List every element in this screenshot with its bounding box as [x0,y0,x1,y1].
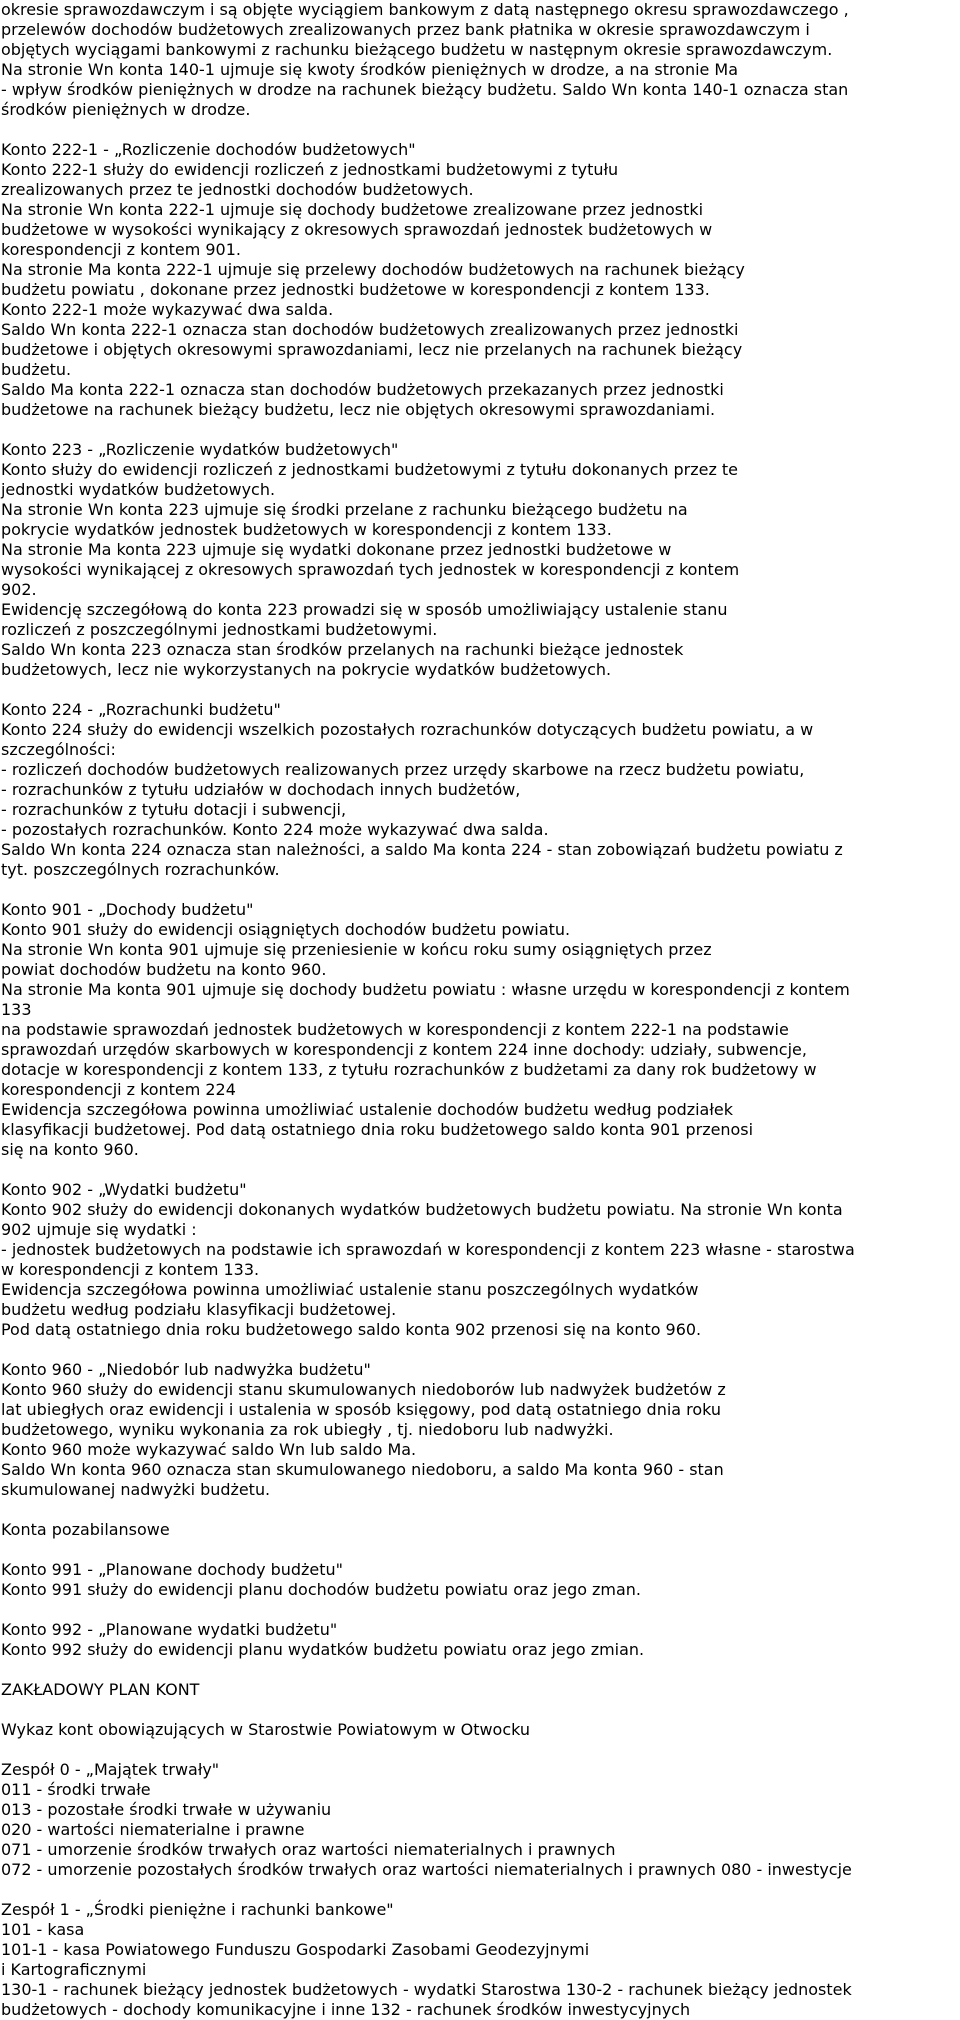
text-line: 130-1 - rachunek bieżący jednostek budżetowych - wydatki Starostwa 130-2 - rachunek bieżący jednostek [1,1980,852,1999]
text-line: Wykaz kont obowiązujących w Starostwie Powiatowym w Otwocku [1,1720,530,1739]
text-line: ZAKŁADOWY PLAN KONT [1,1680,200,1699]
text-line: Na stronie Ma konta 901 ujmuje się dochody budżetu powiatu : własne urzędu w korespondencji z kontem [1,980,850,999]
text-line: dotacje w korespondencji z kontem 133, z tytułu rozrachunków z budżetami za dany rok budżetowy w [1,1060,817,1079]
text-line: 101-1 - kasa Powiatowego Funduszu Gospodarki Zasobami Geodezyjnymi [1,1940,590,1959]
blank-line [1,420,960,440]
text-line: na podstawie sprawozdań jednostek budżetowych w korespondencji z kontem 222-1 na podstawie [1,1020,789,1039]
text-line: Konto 960 może wykazywać saldo Wn lub saldo Ma. [1,1440,417,1459]
text-line: Na stronie Ma konta 223 ujmuje się wydatki dokonane przez jednostki budżetowe w [1,540,672,559]
text-line: Konto 222-1 może wykazywać dwa salda. [1,300,334,319]
blank-line [1,1740,960,1760]
text-line: Konto 960 służy do ewidencji stanu skumulowanych niedoborów lub nadwyżek budżetów z [1,1380,726,1399]
text-line: 902 ujmuje się wydatki : [1,1220,197,1239]
text-line: Konto 222-1 - „Rozliczenie dochodów budżetowych" [1,140,416,159]
text-line: sprawozdań urzędów skarbowych w korespondencji z kontem 224 inne dochody: udziały, subwencje, [1,1040,807,1059]
text-line: Na stronie Wn konta 222-1 ujmuje się dochody budżetowe zrealizowane przez jednostki [1,200,704,219]
text-line: - rozrachunków z tytułu dotacji i subwencji, [1,800,347,819]
text-line: Konto 901 - „Dochody budżetu" [1,900,254,919]
text-line: - rozliczeń dochodów budżetowych realizowanych przez urzędy skarbowe na rzecz budżetu powiatu, [1,760,805,779]
text-line: budżetowych, lecz nie wykorzystanych na pokrycie wydatków budżetowych. [1,660,612,679]
text-line: powiat dochodów budżetu na konto 960. [1,960,327,979]
text-line: i Kartograficznymi [1,1960,147,1979]
text-line: Konto 992 - „Planowane wydatki budżetu" [1,1620,338,1639]
text-line: budżetowe w wysokości wynikający z okresowych sprawozdań jednostek budżetowych w [1,220,713,239]
text-line: okresie sprawozdawczym i są objęte wyciągiem bankowym z datą następnego okresu sprawozdawczego , [1,0,849,19]
text-line: tyt. poszczególnych rozrachunków. [1,860,280,879]
text-line: Konto 901 służy do ewidencji osiągniętych dochodów budżetu powiatu. [1,920,571,939]
text-line: 133 [1,1000,32,1019]
text-line: Saldo Wn konta 222-1 oznacza stan dochodów budżetowych zrealizowanych przez jednostki [1,320,739,339]
text-line: się na konto 960. [1,1140,139,1159]
text-line: Konto 960 - „Niedobór lub nadwyżka budżetu" [1,1360,371,1379]
text-line: budżetu powiatu , dokonane przez jednostki budżetowe w korespondencji z kontem 133. [1,280,710,299]
blank-line [1,1660,960,1680]
text-line: środków pieniężnych w drodze. [1,100,251,119]
text-line: korespondencji z kontem 901. [1,240,241,259]
blank-line [1,880,960,900]
text-line: 020 - wartości niematerialne i prawne [1,1820,305,1839]
blank-line [1,1340,960,1360]
blank-line [1,120,960,140]
blank-line [1,1700,960,1720]
text-line: pokrycie wydatków jednostek budżetowych w korespondencji z kontem 133. [1,520,612,539]
text-line: Ewidencję szczegółową do konta 223 prowadzi się w sposób umożliwiający ustalenie stanu [1,600,728,619]
text-line: skumulowanej nadwyżki budżetu. [1,1480,271,1499]
text-line: budżetu według podziału klasyfikacji budżetowej. [1,1300,397,1319]
text-line: Na stronie Wn konta 140-1 ujmuje się kwoty środków pieniężnych w drodze, a na stronie Ma [1,60,738,79]
text-line: Saldo Wn konta 223 oznacza stan środków przelanych na rachunki bieżące jednostek [1,640,684,659]
text-line: Pod datą ostatniego dnia roku budżetowego saldo konta 902 przenosi się na konto 960. [1,1320,702,1339]
blank-line [1,1880,960,1900]
text-line: 101 - kasa [1,1920,85,1939]
text-line: Konto 991 - „Planowane dochody budżetu" [1,1560,343,1579]
text-line: Konto 991 służy do ewidencji planu dochodów budżetu powiatu oraz jego zman. [1,1580,641,1599]
text-line: - jednostek budżetowych na podstawie ich sprawozdań w korespondencji z kontem 223 własne - starostwa [1,1240,855,1259]
text-line: 072 - umorzenie pozostałych środków trwałych oraz wartości niematerialnych i prawnych 080 - inwestycje [1,1860,852,1879]
text-line: w korespondencji z kontem 133. [1,1260,260,1279]
blank-line [1,1540,960,1560]
blank-line [1,1600,960,1620]
text-line: Saldo Wn konta 960 oznacza stan skumulowanego niedoboru, a saldo Ma konta 960 - stan [1,1460,724,1479]
text-line: Zespół 0 - „Majątek trwały" [1,1760,220,1779]
text-line: Na stronie Wn konta 901 ujmuje się przeniesienie w końcu roku sumy osiągniętych przez [1,940,712,959]
text-line: - wpływ środków pieniężnych w drodze na rachunek bieżący budżetu. Saldo Wn konta 140-1 oznacza stan [1,80,849,99]
text-line: Ewidencja szczegółowa powinna umożliwiać ustalenie dochodów budżetu według podziałek [1,1100,733,1119]
text-line: klasyfikacji budżetowej. Pod datą ostatniego dnia roku budżetowego saldo konta 901 przenosi [1,1120,754,1139]
text-line: budżetowych - dochody komunikacyjne i inne 132 - rachunek środków inwestycyjnych [1,2000,691,2019]
text-line: - rozrachunków z tytułu udziałów w dochodach innych budżetów, [1,780,521,799]
text-line: 011 - środki trwałe [1,1780,151,1799]
text-line: Konto 902 służy do ewidencji dokonanych wydatków budżetowych budżetu powiatu. Na stronie Wn konta [1,1200,843,1219]
text-line: Konto 223 - „Rozliczenie wydatków budżetowych" [1,440,399,459]
text-line: lat ubiegłych oraz ewidencji i ustalenia w sposób księgowy, pod datą ostatniego dnia roku [1,1400,721,1419]
text-line: Konta pozabilansowe [1,1520,170,1539]
text-line: zrealizowanych przez te jednostki dochodów budżetowych. [1,180,474,199]
text-line: - pozostałych rozrachunków. Konto 224 może wykazywać dwa salda. [1,820,549,839]
text-line: budżetowe na rachunek bieżący budżetu, lecz nie objętych okresowymi sprawozdaniami. [1,400,716,419]
blank-line [1,1500,960,1520]
text-line: Na stronie Ma konta 222-1 ujmuje się przelewy dochodów budżetowych na rachunek bieżący [1,260,745,279]
text-line: korespondencji z kontem 224 [1,1080,236,1099]
text-line: Zespół 1 - „Środki pieniężne i rachunki bankowe" [1,1900,394,1919]
text-line: Saldo Ma konta 222-1 oznacza stan dochodów budżetowych przekazanych przez jednostki [1,380,724,399]
text-line: Konto 224 służy do ewidencji wszelkich pozostałych rozrachunków dotyczących budżetu powiatu, a w [1,720,814,739]
text-line: 013 - pozostałe środki trwałe w używaniu [1,1800,332,1819]
text-line: przelewów dochodów budżetowych zrealizowanych przez bank płatnika w okresie sprawozdawczym i [1,20,810,39]
text-line: budżetowe i objętych okresowymi sprawozdaniami, lecz nie przelanych na rachunek bieżący [1,340,743,359]
text-line: rozliczeń z poszczególnymi jednostkami budżetowymi. [1,620,438,639]
text-line: Konto 902 - „Wydatki budżetu" [1,1180,247,1199]
text-line: wysokości wynikającej z okresowych sprawozdań tych jednostek w korespondencji z kontem [1,560,740,579]
text-line: Konto 224 - „Rozrachunki budżetu" [1,700,281,719]
text-line: Na stronie Wn konta 223 ujmuje się środki przelane z rachunku bieżącego budżetu na [1,500,688,519]
text-line: budżetu. [1,360,72,379]
text-line: 071 - umorzenie środków trwałych oraz wartości niematerialnych i prawnych [1,1840,616,1859]
text-line: budżetowego, wyniku wykonania za rok ubiegły , tj. niedoboru lub nadwyżki. [1,1420,614,1439]
text-line: Konto 992 służy do ewidencji planu wydatków budżetu powiatu oraz jego zmian. [1,1640,645,1659]
blank-line [1,1160,960,1180]
blank-line [1,680,960,700]
text-line: Saldo Wn konta 224 oznacza stan należności, a saldo Ma konta 224 - stan zobowiązań budżetu powiatu z [1,840,843,859]
text-line: objętych wyciągami bankowymi z rachunku bieżącego budżetu w następnym okresie sprawozdawczym. [1,40,833,59]
text-line: jednostki wydatków budżetowych. [1,480,276,499]
text-line: szczególności: [1,740,116,759]
text-line: Ewidencja szczegółowa powinna umożliwiać ustalenie stanu poszczególnych wydatków [1,1280,699,1299]
text-line: 902. [1,580,37,599]
text-line: Konto 222-1 służy do ewidencji rozliczeń z jednostkami budżetowymi z tytułu [1,160,619,179]
text-line: Konto służy do ewidencji rozliczeń z jednostkami budżetowymi z tytułu dokonanych przez te [1,460,739,479]
